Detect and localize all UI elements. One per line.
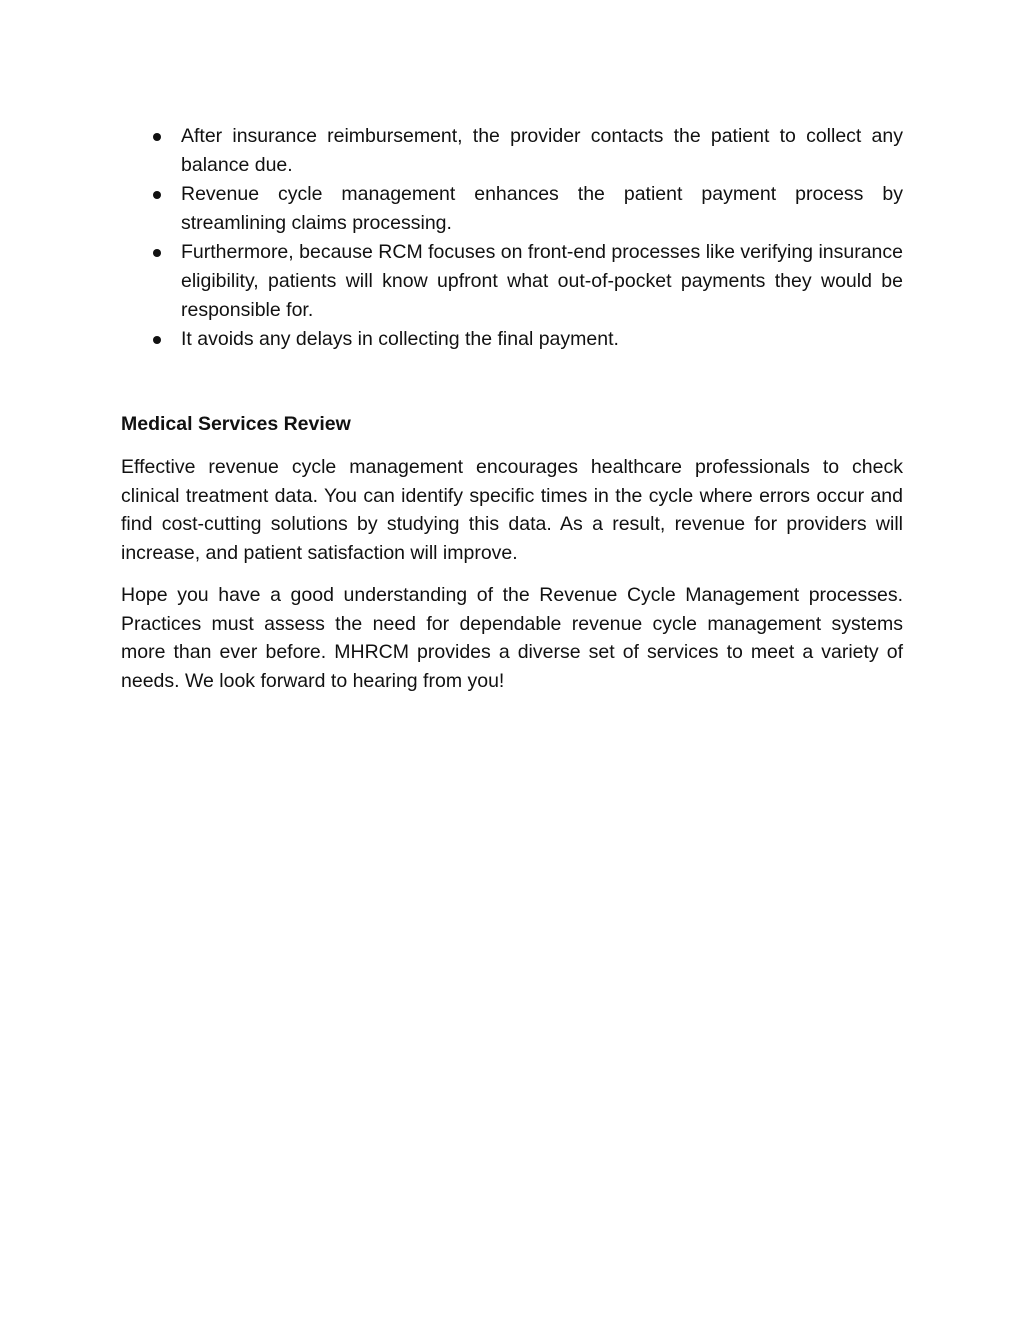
body-paragraph: Effective revenue cycle management encourages healthcare professionals to check clinical treatment data. You can identify specific times in the cycle where errors occur and find cost-cutting solutions by studying this data. As a result, revenue for providers will increase, and patient satisfaction will improve. xyxy=(121,456,903,564)
bullet-icon xyxy=(153,133,161,141)
document-page xyxy=(121,122,903,695)
bullet-text: After insurance reimbursement, the provider contacts the patient to collect any balance due. xyxy=(181,125,903,176)
bullet-icon xyxy=(153,249,161,257)
bullet-item xyxy=(121,180,903,238)
bullet-item xyxy=(121,325,903,354)
bullet-item xyxy=(121,238,903,325)
bullet-list xyxy=(121,122,903,354)
bullet-text: Furthermore, because RCM focuses on front-end processes like verifying insurance eligibility, patients will know upfront what out-of-pocket payments they would be responsible for. xyxy=(181,241,903,321)
body-paragraph: Hope you have a good understanding of the Revenue Cycle Management processes. Practices must assess the need for dependable revenue cycle management systems more than ever before. MHRCM provides a diverse set of services to meet a variety of needs. We look forward to hearing from you! xyxy=(121,584,903,692)
bullet-item xyxy=(121,122,903,180)
bullet-icon xyxy=(153,336,161,344)
bullet-text: It avoids any delays in collecting the final payment. xyxy=(181,328,619,350)
bullet-icon xyxy=(153,191,161,199)
bullet-text: Revenue cycle management enhances the patient payment process by streamlining claims processing. xyxy=(181,183,903,234)
section-heading: Medical Services Review xyxy=(121,413,351,435)
